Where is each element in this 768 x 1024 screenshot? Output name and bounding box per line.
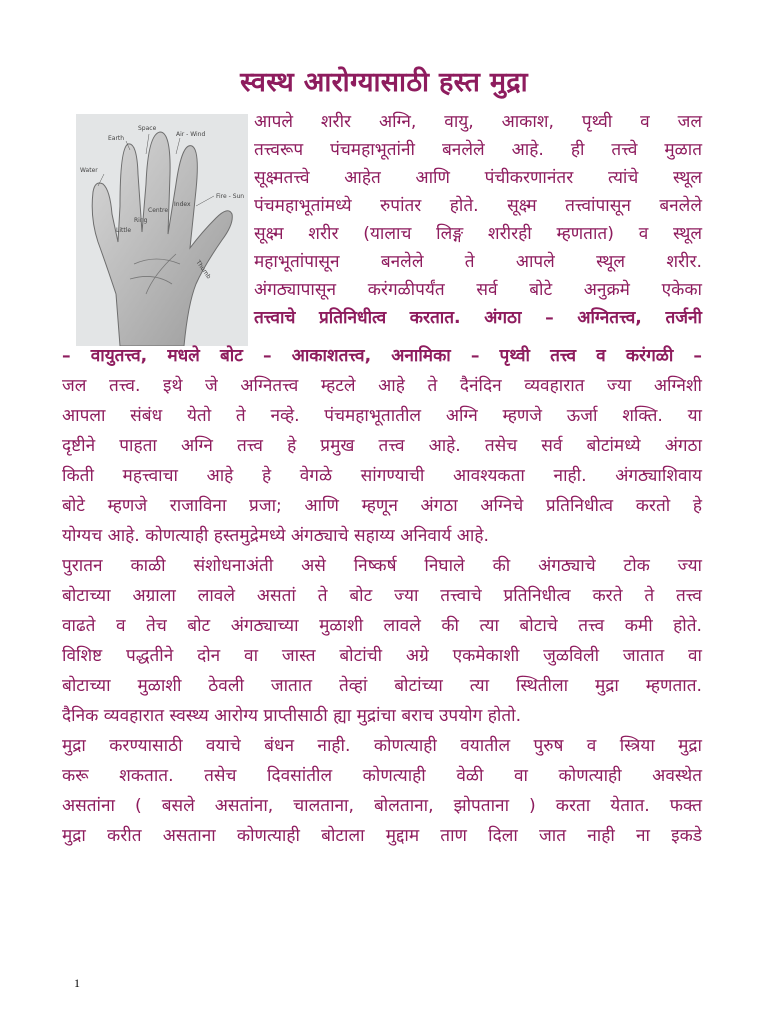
text-line: सूक्ष्म शरीर (यालाच लिङ्ग शरीरही म्हणतात) व स्थूल xyxy=(254,224,702,244)
text-line: मुद्रा करीत असताना कोणत्याही बोटाला मुद्दाम ताण दिला जात नाही ना इकडे xyxy=(62,826,702,846)
text-line: महाभूतांपासून बनलेले ते आपले स्थूल शरीर. xyxy=(254,252,702,272)
label-index: Index xyxy=(174,201,191,208)
label-thumb: Thumb xyxy=(194,259,213,281)
text-line: बोटाच्या अग्राला लावले असतां ते बोट ज्या तत्त्वाचे प्रतिनिधीत्व करते ते तत्त्व xyxy=(62,586,702,606)
text-line: पुरातन काळी संशोधनाअंती असे निष्कर्ष निघाले की अंगठ्याचे टोक ज्या xyxy=(62,556,702,576)
hand-diagram-image xyxy=(76,114,248,346)
label-little: Little xyxy=(116,227,132,234)
text-line: विशिष्ट पद्धतीने दोन वा जास्त बोटांची अग्रे एकमेकाशी जुळविली जातात वा xyxy=(62,646,702,666)
label-fire: Fire - Sun xyxy=(216,193,245,200)
label-earth: Earth xyxy=(108,135,125,142)
text-line: आपला संबंध येतो ते नव्हे. पंचमहाभूतातील अग्नि म्हणजे ऊर्जा शक्ति. या xyxy=(62,406,702,426)
text-line: पंचमहाभूतांमध्ये रुपांतर होते. सूक्ष्म तत्त्वांपासून बनलेले xyxy=(254,196,702,216)
text-line: तत्त्वाचे प्रतिनिधीत्व करतात. अंगठा – अग्नितत्त्व, तर्जनी xyxy=(254,308,702,328)
label-space: Space xyxy=(138,125,157,132)
hand-shape xyxy=(92,132,232,346)
text-line: योग्यच आहे. कोणत्याही हस्तमुद्रेमध्ये अंगठ्याचे सहाय्य अनिवार्य आहे. xyxy=(62,526,489,546)
text-line: असतांना ( बसले असतांना, चालताना, बोलताना, झोपताना ) करता येतात. फक्त xyxy=(62,796,702,816)
text-line: करू शकतात. तसेच दिवसांतील कोणत्याही वेळी वा कोणत्याही अवस्थेत xyxy=(62,766,702,786)
text-line: मुद्रा करण्यासाठी वयाचे बंधन नाही. कोणत्याही वयातील पुरुष व स्त्रिया मुद्रा xyxy=(62,736,702,756)
label-centre: Centre xyxy=(148,207,169,214)
text-line: किती महत्त्वाचा आहे हे वेगळे सांगण्याची आवश्यकता नाही. अंगठ्याशिवाय xyxy=(62,466,702,486)
text-line: बोटाच्या मुळाशी ठेवली जातात तेव्हां बोटांच्या त्या स्थितीला मुद्रा म्हणतात. xyxy=(62,676,702,696)
text-line: अंगठ्यापासून करंगळीपर्यंत सर्व बोटे अनुक्रमे एकेका xyxy=(254,280,702,300)
text-line: वाढते व तेच बोट अंगठ्याच्या मुळाशी लावले की त्या बोटाचे तत्त्व कमी होते. xyxy=(62,616,702,636)
text-line: सूक्ष्मतत्त्वे आहेत आणि पंचीकरणानंतर त्यांचे स्थूल xyxy=(254,168,702,188)
text-line: जल तत्त्व. इथे जे अग्नितत्त्व म्हटले आहे ते दैनंदिन व्यवहारात ज्या अग्निशी xyxy=(62,376,702,396)
text-line: दैनिक व्यवहारात स्वस्थ्य आरोग्य प्राप्तीसाठी ह्या मुद्रांचा बराच उपयोग होतो. xyxy=(62,706,522,726)
label-air: Air - Wind xyxy=(176,131,206,138)
page-number: 1 xyxy=(74,976,80,990)
hand-illustration xyxy=(76,114,248,346)
page-title: स्वस्थ आरोग्यासाठी हस्त मुद्रा xyxy=(240,67,528,98)
label-ring: Ring xyxy=(134,217,148,224)
text-line: – वायुतत्त्व, मधले बोट – आकाशतत्त्व, अनामिका – पृथ्वी तत्त्व व करंगळी – xyxy=(62,346,702,366)
text-line: दृष्टीने पाहता अग्नि तत्त्व हे प्रमुख तत्त्व आहे. तसेच सर्व बोटांमध्ये अंगठा xyxy=(62,436,702,456)
text-line: आपले शरीर अग्नि, वायु, आकाश, पृथ्वी व जल xyxy=(254,112,702,132)
label-water: Water xyxy=(80,167,98,174)
text-line: तत्त्वरूप पंचमहाभूतांनी बनलेले आहे. ही तत्त्वे मुळात xyxy=(254,140,702,160)
text-line: बोटे म्हणजे राजाविना प्रजा; आणि म्हणून अंगठा अग्निचे प्रतिनिधीत्व करतो हे xyxy=(62,496,702,516)
